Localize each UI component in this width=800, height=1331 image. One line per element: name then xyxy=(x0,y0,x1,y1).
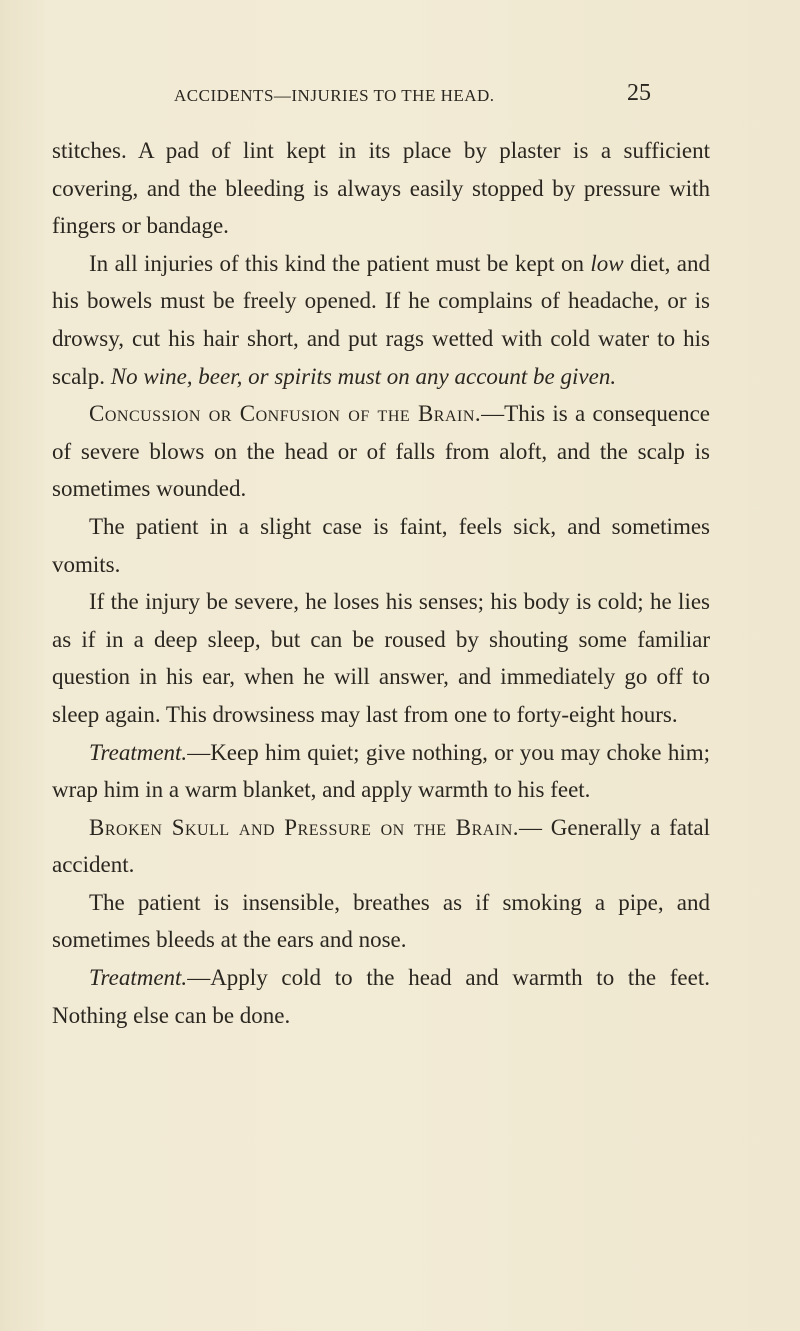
page-number: 25 xyxy=(627,80,651,106)
paragraph-7-text: — Generally a fatal accident. xyxy=(52,814,710,878)
paragraph-3-text: —This is a consequence of severe blows on the head or of falls from aloft, and the scalp is sometimes wounded. xyxy=(52,401,710,502)
paragraph-2-text-a: In all injuries of this kind the patient must be kept on xyxy=(89,250,591,276)
running-title: ACCIDENTS—INJURIES TO THE HEAD. xyxy=(174,86,495,105)
paragraph-8: The patient is insensible, breathes as if smoking a pipe, and sometimes bleeds at the ears and nose. xyxy=(52,889,710,953)
paragraph-9 xyxy=(52,959,710,1034)
paragraph-5: If the injury be severe, he loses his senses; his body is cold; he lies as if in a deep sleep, but can be roused by shouting some familiar question in his ear, when he will answer, and immediately go off to sleep again. This drowsiness may last from one to forty-eight hours. xyxy=(52,589,710,727)
paragraph-2 xyxy=(52,245,710,395)
paragraph-6-text: —Keep him quiet; give nothing, or you may choke him; wrap him in a warm blanket, and apply warmth to his feet. xyxy=(52,739,710,803)
paragraph-2-text-b: diet, and his bowels must be freely opened. If he complains of headache, or is drowsy, cut his hair short, and put rags wetted with cold water to his scalp. xyxy=(52,250,710,389)
paragraph-9-text: —Apply cold to the head and warmth to the feet. Nothing else can be done. xyxy=(52,965,710,1028)
paragraph-6 xyxy=(52,734,710,809)
paragraph-1: stitches. A pad of lint kept in its place by plaster is a sufficient covering, and the bleeding is always easily stopped by pressure with fingers or bandage. xyxy=(52,138,710,239)
paragraph-2-italic-low: low xyxy=(590,250,624,276)
treatment-label-1: Treatment. xyxy=(89,739,188,765)
section-heading-concussion: Concussion or Confusion of the Brain. xyxy=(89,401,482,427)
paragraph-3 xyxy=(52,395,710,508)
body-text xyxy=(52,132,710,1034)
paragraph-4: The patient in a slight case is faint, feels sick, and sometimes vomits. xyxy=(52,513,710,577)
paragraph-2-italic-warning: No wine, beer, or spirits must on any account be given. xyxy=(110,363,617,389)
section-heading-broken-skull: Broken Skull and Pressure on the Brain. xyxy=(89,814,519,840)
paragraph-7 xyxy=(52,809,710,884)
treatment-label-2: Treatment. xyxy=(89,965,188,991)
